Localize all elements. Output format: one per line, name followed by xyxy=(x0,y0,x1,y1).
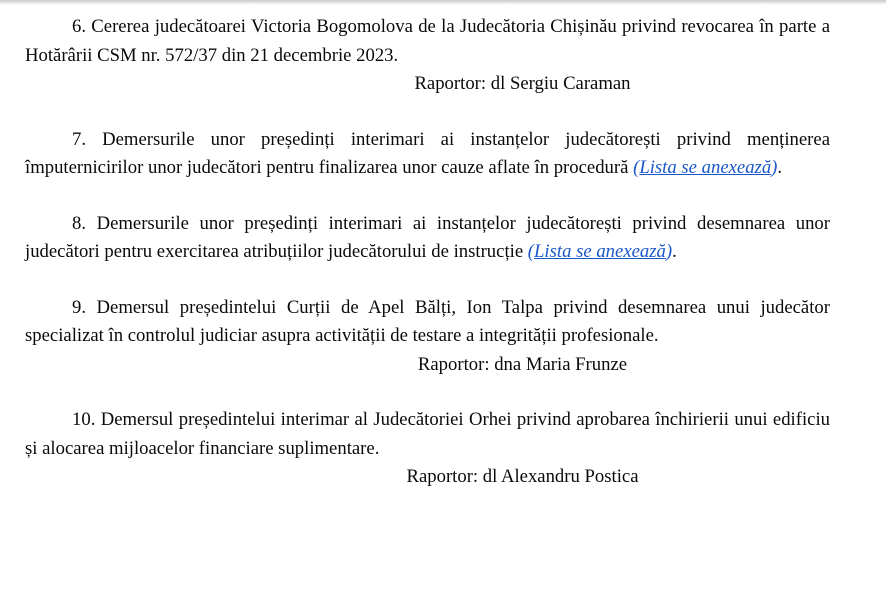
agenda-item-7 xyxy=(25,126,830,183)
sentence-period: . xyxy=(672,241,677,262)
agenda-item-8-text xyxy=(25,210,830,267)
link-close-paren: ) xyxy=(771,157,778,178)
agenda-item-8 xyxy=(25,210,830,267)
agenda-item-10 xyxy=(25,406,830,492)
link-open-paren: ( xyxy=(527,241,535,262)
lista-se-anexeaza-link[interactable]: Lista se anexează xyxy=(639,157,772,178)
agenda-item-6 xyxy=(25,13,830,99)
agenda-item-8-text-before-link: 8. Demersurile unor președinți interimari ai instanțelor judecătorești privind desemnarea unor judecători pentru exercitarea atribuțiilor judecătorului de instrucție xyxy=(25,212,830,262)
raportor-line-item-9: Raportor: dna Maria Frunze xyxy=(417,353,628,375)
agenda-item-7-text-before-link: 7. Demersurile unor președinți interimari ai instanțelor judecătorești privind menținerea împuternicirilor unor judecători pentru finalizarea unor cauze aflate în procedură xyxy=(25,128,830,178)
agenda-item-9 xyxy=(25,294,830,380)
lista-se-anexeaza-link[interactable]: Lista se anexează xyxy=(534,241,666,262)
raportor-line-item-6: Raportor: dl Sergiu Caraman xyxy=(414,73,631,94)
agenda-item-6-text: 6. Cererea judecătoarei Victoria Bogomolova de la Judecătoria Chișinău privind revocarea în parte a Hotărârii CSM nr. 572/37 din 21 decembrie 2023. xyxy=(25,16,830,66)
sentence-period: . xyxy=(777,157,783,178)
link-close-paren: ) xyxy=(665,241,673,262)
agenda-item-10-text: 10. Demersul președintelui interimar al Judecătoriei Orhei privind aprobarea închirierii unui edificiu și alocarea mijloacelor financiare suplimentare. xyxy=(25,409,830,459)
raportor-line-item-10: Raportor: dl Alexandru Postica xyxy=(406,466,639,487)
agenda-item-9-text: 9. Demersul președintelui Curții de Apel Bălți, Ion Talpa privind desemnarea unui judecător specializat în controlul judiciar asupra activității de testare a integrității profesionale. xyxy=(25,296,830,346)
agenda-item-7-text xyxy=(25,126,830,183)
link-open-paren: ( xyxy=(633,157,640,178)
